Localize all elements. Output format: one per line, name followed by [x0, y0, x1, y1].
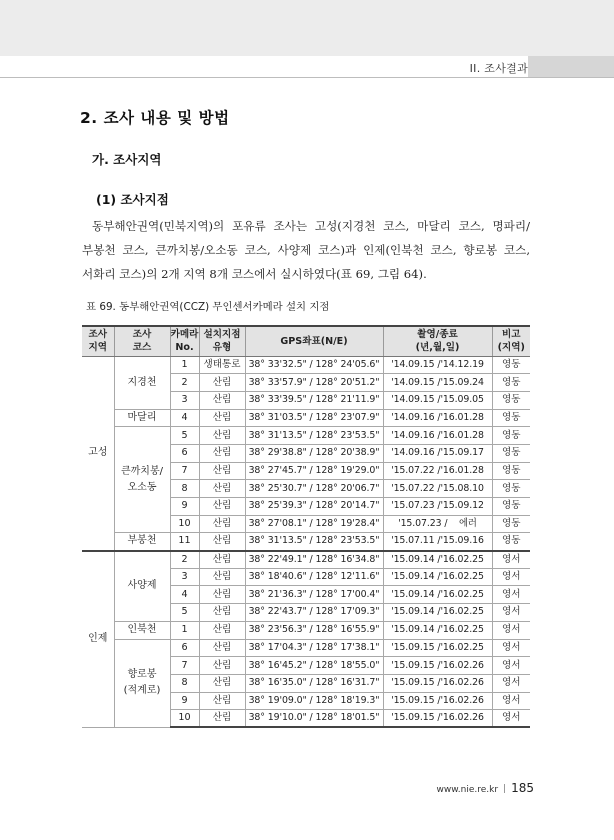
period-cell: '15.07.23 / 에러	[383, 515, 492, 533]
camera-no-cell: 9	[170, 498, 199, 516]
camera-no-cell: 8	[170, 480, 199, 498]
site-type-cell: 산림	[199, 568, 245, 586]
site-type-cell: 산림	[199, 498, 245, 516]
period-cell: '15.09.15 /'16.02.26	[383, 674, 492, 692]
site-type-cell: 산림	[199, 604, 245, 622]
period-cell: '15.07.22 /'16.01.28	[383, 462, 492, 480]
note-cell: 영동	[492, 356, 530, 374]
camera-no-cell: 2	[170, 374, 199, 392]
note-cell: 영동	[492, 427, 530, 445]
note-cell: 영동	[492, 374, 530, 392]
site-type-cell: 산림	[199, 551, 245, 569]
gps-cell: 38° 25'39.3" / 128° 20'14.7"	[245, 498, 383, 516]
camera-sites-table	[82, 325, 530, 728]
subsection-heading: 가. 조사지역	[92, 152, 162, 167]
site-type-cell: 산림	[199, 462, 245, 480]
period-cell: '15.09.15 /'16.02.25	[383, 639, 492, 657]
camera-no-cell: 6	[170, 639, 199, 657]
header-camera-no: 카메라 No.	[170, 326, 199, 356]
camera-no-cell: 8	[170, 674, 199, 692]
site-type-cell: 생태통로	[199, 356, 245, 374]
site-type-cell: 산림	[199, 657, 245, 675]
top-band	[0, 0, 614, 56]
site-type-cell: 산림	[199, 374, 245, 392]
gps-cell: 38° 22'49.1" / 128° 16'34.8"	[245, 551, 383, 569]
site-type-cell: 산림	[199, 674, 245, 692]
period-cell: '15.09.15 /'16.02.26	[383, 710, 492, 728]
course-cell: 사양제	[114, 551, 170, 622]
table-row	[82, 427, 530, 445]
note-cell: 영동	[492, 533, 530, 551]
site-type-cell: 산림	[199, 480, 245, 498]
period-cell: '15.07.23 /'15.09.12	[383, 498, 492, 516]
running-header: II. 조사결과	[469, 62, 528, 75]
gps-cell: 38° 31'03.5" / 128° 23'07.9"	[245, 409, 383, 427]
section-heading: 2. 조사 내용 및 방법	[80, 109, 230, 127]
note-cell: 영서	[492, 568, 530, 586]
gps-cell: 38° 33'39.5" / 128° 21'11.9"	[245, 391, 383, 409]
table-row	[82, 409, 530, 427]
body-paragraph	[82, 214, 530, 286]
note-cell: 영서	[492, 586, 530, 604]
period-cell: '14.09.16 /'16.01.28	[383, 427, 492, 445]
course-cell: 큰까치봉/ 오소동	[114, 427, 170, 533]
gps-cell: 38° 22'43.7" / 128° 17'09.3"	[245, 604, 383, 622]
header-note: 비고 (지역)	[492, 326, 530, 356]
gps-cell: 38° 25'30.7" / 128° 20'06.7"	[245, 480, 383, 498]
course-cell: 향로봉 (적계로)	[114, 639, 170, 727]
period-cell: '14.09.16 /'16.01.28	[383, 409, 492, 427]
header-course: 조사 코스	[114, 326, 170, 356]
table-row	[82, 356, 530, 374]
period-cell: '14.09.15 /'15.09.05	[383, 391, 492, 409]
camera-no-cell: 9	[170, 692, 199, 710]
camera-no-cell: 4	[170, 586, 199, 604]
course-cell: 지경천	[114, 356, 170, 409]
period-cell: '14.09.15 /'15.09.24	[383, 374, 492, 392]
period-cell: '15.09.14 /'16.02.25	[383, 604, 492, 622]
gps-cell: 38° 31'13.5" / 128° 23'53.5"	[245, 533, 383, 551]
note-cell: 영서	[492, 639, 530, 657]
camera-no-cell: 2	[170, 551, 199, 569]
course-cell: 부봉천	[114, 533, 170, 551]
period-cell: '14.09.15 /'14.12.19	[383, 356, 492, 374]
period-cell: '15.09.14 /'16.02.25	[383, 586, 492, 604]
note-cell: 영동	[492, 515, 530, 533]
camera-no-cell: 5	[170, 427, 199, 445]
site-type-cell: 산림	[199, 621, 245, 639]
camera-no-cell: 4	[170, 409, 199, 427]
gps-cell: 38° 33'32.5" / 128° 24'05.6"	[245, 356, 383, 374]
note-cell: 영동	[492, 444, 530, 462]
note-cell: 영동	[492, 462, 530, 480]
table-row	[82, 533, 530, 551]
note-cell: 영서	[492, 692, 530, 710]
gps-cell: 38° 16'45.2" / 128° 18'55.0"	[245, 657, 383, 675]
period-cell: '15.09.14 /'16.02.25	[383, 551, 492, 569]
page-number: 185	[511, 781, 534, 795]
gps-cell: 38° 19'09.0" / 128° 18'19.3"	[245, 692, 383, 710]
camera-no-cell: 3	[170, 391, 199, 409]
subsubsection-heading: (1) 조사지점	[96, 192, 169, 207]
gps-cell: 38° 23'56.3" / 128° 16'55.9"	[245, 621, 383, 639]
note-cell: 영동	[492, 391, 530, 409]
gps-cell: 38° 21'36.3" / 128° 17'00.4"	[245, 586, 383, 604]
site-type-cell: 산림	[199, 692, 245, 710]
period-cell: '15.09.15 /'16.02.26	[383, 657, 492, 675]
camera-no-cell: 11	[170, 533, 199, 551]
gps-cell: 38° 31'13.5" / 128° 23'53.5"	[245, 427, 383, 445]
gps-cell: 38° 29'38.8" / 128° 20'38.9"	[245, 444, 383, 462]
footer-separator	[504, 784, 505, 793]
period-cell: '15.09.15 /'16.02.26	[383, 692, 492, 710]
paragraph-line: 부봉천 코스, 큰까치봉/오소동 코스, 사양제 코스)과 인제(인북천 코스, 향로봉 코스,	[82, 243, 530, 257]
course-cell: 마달리	[114, 409, 170, 427]
gps-cell: 38° 27'45.7" / 128° 19'29.0"	[245, 462, 383, 480]
period-cell: '15.09.14 /'16.02.25	[383, 568, 492, 586]
page-footer	[437, 781, 534, 795]
site-type-cell: 산림	[199, 639, 245, 657]
camera-no-cell: 7	[170, 462, 199, 480]
region-cell: 고성	[82, 356, 114, 551]
site-type-cell: 산림	[199, 427, 245, 445]
header-period: 촬영/종료 (년,월,일)	[383, 326, 492, 356]
period-cell: '15.09.14 /'16.02.25	[383, 621, 492, 639]
gps-cell: 38° 27'08.1" / 128° 19'28.4"	[245, 515, 383, 533]
note-cell: 영서	[492, 551, 530, 569]
note-cell: 영서	[492, 621, 530, 639]
site-type-cell: 산림	[199, 391, 245, 409]
site-type-cell: 산림	[199, 710, 245, 728]
note-cell: 영동	[492, 480, 530, 498]
table-row	[82, 639, 530, 657]
period-cell: '15.07.22 /'15.08.10	[383, 480, 492, 498]
camera-no-cell: 1	[170, 356, 199, 374]
paragraph-line: 서화리 코스)의 2개 지역 8개 코스에서 실시하였다(표 69, 그림 64).	[82, 267, 427, 281]
site-type-cell: 산림	[199, 533, 245, 551]
note-cell: 영서	[492, 657, 530, 675]
note-cell: 영서	[492, 674, 530, 692]
camera-no-cell: 7	[170, 657, 199, 675]
period-cell: '15.07.11 /'15.09.16	[383, 533, 492, 551]
note-cell: 영서	[492, 710, 530, 728]
region-cell: 인제	[82, 551, 114, 728]
header-tab	[528, 56, 614, 78]
camera-no-cell: 6	[170, 444, 199, 462]
period-cell: '14.09.16 /'15.09.17	[383, 444, 492, 462]
header-rule	[0, 77, 614, 78]
note-cell: 영동	[492, 498, 530, 516]
camera-no-cell: 3	[170, 568, 199, 586]
header-region: 조사 지역	[82, 326, 114, 356]
header-site-type: 설치지점 유형	[199, 326, 245, 356]
camera-no-cell: 10	[170, 710, 199, 728]
gps-cell: 38° 17'04.3" / 128° 17'38.1"	[245, 639, 383, 657]
table-caption: 표 69. 동부해안권역(CCZ) 무인센서카메라 설치 지점	[86, 301, 330, 313]
gps-cell: 38° 19'10.0" / 128° 18'01.5"	[245, 710, 383, 728]
note-cell: 영서	[492, 604, 530, 622]
footer-site: www.nie.re.kr	[436, 785, 499, 795]
table-row	[82, 551, 530, 569]
site-type-cell: 산림	[199, 444, 245, 462]
table-row	[82, 621, 530, 639]
gps-cell: 38° 16'35.0" / 128° 16'31.7"	[245, 674, 383, 692]
camera-no-cell: 10	[170, 515, 199, 533]
site-type-cell: 산림	[199, 515, 245, 533]
site-type-cell: 산림	[199, 586, 245, 604]
camera-no-cell: 1	[170, 621, 199, 639]
course-cell: 인북천	[114, 621, 170, 639]
note-cell: 영동	[492, 409, 530, 427]
header-gps: GPS좌표(N/E)	[245, 326, 383, 356]
paragraph-line: 동부해안권역(민북지역)의 포유류 조사는 고성(지경천 코스, 마달리 코스, 명파리/	[92, 219, 530, 233]
gps-cell: 38° 33'57.9" / 128° 20'51.2"	[245, 374, 383, 392]
gps-cell: 38° 18'40.6" / 128° 12'11.6"	[245, 568, 383, 586]
camera-no-cell: 5	[170, 604, 199, 622]
site-type-cell: 산림	[199, 409, 245, 427]
